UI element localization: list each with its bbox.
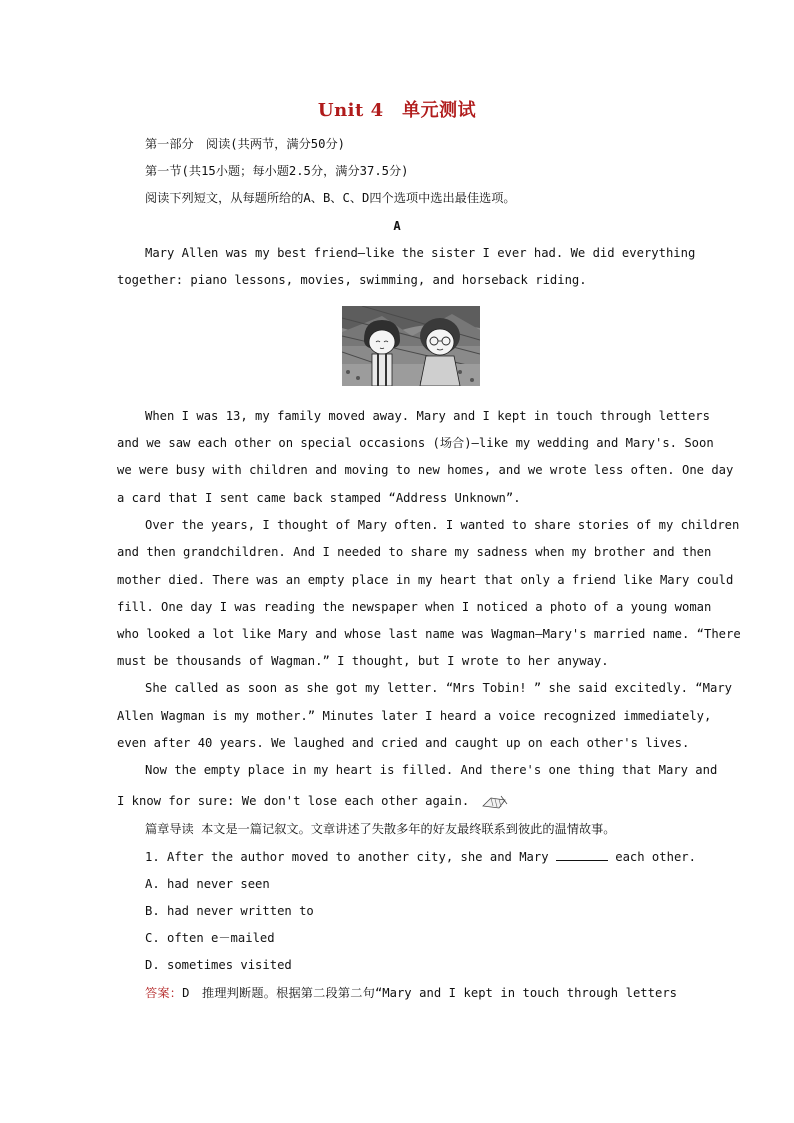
paragraph-line-text: I know for sure: We don't lose each other again. [117, 794, 470, 808]
option-a: A. had never seen [145, 877, 270, 891]
paragraph-line: and then grandchildren. And I needed to share my sadness when my brother and then [117, 545, 712, 559]
part-heading: 第一部分 阅读(共两节，满分50分) [145, 137, 345, 151]
paragraph-line: Allen Wagman is my mother.” Minutes later I heard a voice recognized immediately, [117, 709, 712, 723]
paragraph-line: She called as soon as she got my letter. “Mrs Tobin! ” she said excitedly. “Mary [145, 681, 732, 695]
section-heading: 第一节(共15小题；每小题2.5分，满分37.5分) [145, 164, 409, 178]
passage-guide: 篇章导读 本文是一篇记叙文。文章讲述了失散多年的好友最终联系到彼此的温情故事。 [145, 822, 616, 836]
question-stem-end: each other. [607, 850, 696, 864]
paragraph-line: fill. One day I was reading the newspaper when I noticed a photo of a young woman [117, 600, 712, 614]
option-b: B. had never written to [145, 904, 314, 918]
paragraph-line: mother died. There was an empty place in my heart that only a friend like Mary could [117, 573, 734, 587]
paragraph-line: even after 40 years. We laughed and cried and caught up on each other's lives. [117, 736, 690, 750]
instruction-text: 阅读下列短文，从每题所给的A、B、C、D四个选项中选出最佳选项。 [145, 191, 516, 205]
question-stem-start: 1. After the author moved to another city, she and Mary [145, 850, 556, 864]
answer-text: D 推理判断题。根据第二段第二句“Mary and I kept in touch through letters [182, 986, 677, 1000]
paragraph-line: who looked a lot like Mary and whose last name was Wagman—Mary's married name. “There [117, 627, 741, 641]
page-title: Unit 4 单元测试 [317, 100, 477, 121]
paragraph-line: and we saw each other on special occasions (场合)—like my wedding and Mary's. Soon [117, 436, 714, 450]
paragraph-line: When I was 13, my family moved away. Mary and I kept in touch through letters [145, 409, 710, 423]
book-doodle-icon [481, 794, 509, 810]
paragraph-line: we were busy with children and moving to new homes, and we wrote less often. One day [117, 463, 734, 477]
answer-line [145, 985, 677, 1001]
option-d: D. sometimes visited [145, 958, 292, 972]
paragraph-line: must be thousands of Wagman.” I thought, but I wrote to her anyway. [117, 654, 609, 668]
paragraph-line: a card that I sent came back stamped “Address Unknown”. [117, 491, 521, 505]
option-c: C. often e－mailed [145, 931, 275, 945]
answer-label: 答案： [145, 986, 183, 1000]
paragraph-line: Now the empty place in my heart is filled. And there's one thing that Mary and [145, 763, 718, 777]
question-stem [145, 849, 696, 865]
paragraph-line: Mary Allen was my best friend—like the sister I ever had. We did everything [145, 246, 696, 260]
cartoon-two-girls-illustration [342, 306, 480, 386]
passage-label: A [393, 219, 401, 233]
answer-blank [556, 850, 608, 861]
paragraph-line: Over the years, I thought of Mary often. I wanted to share stories of my children [145, 518, 740, 532]
paragraph-line-last [117, 793, 677, 810]
paragraph-line: together: piano lessons, movies, swimming, and horseback riding. [117, 273, 587, 287]
